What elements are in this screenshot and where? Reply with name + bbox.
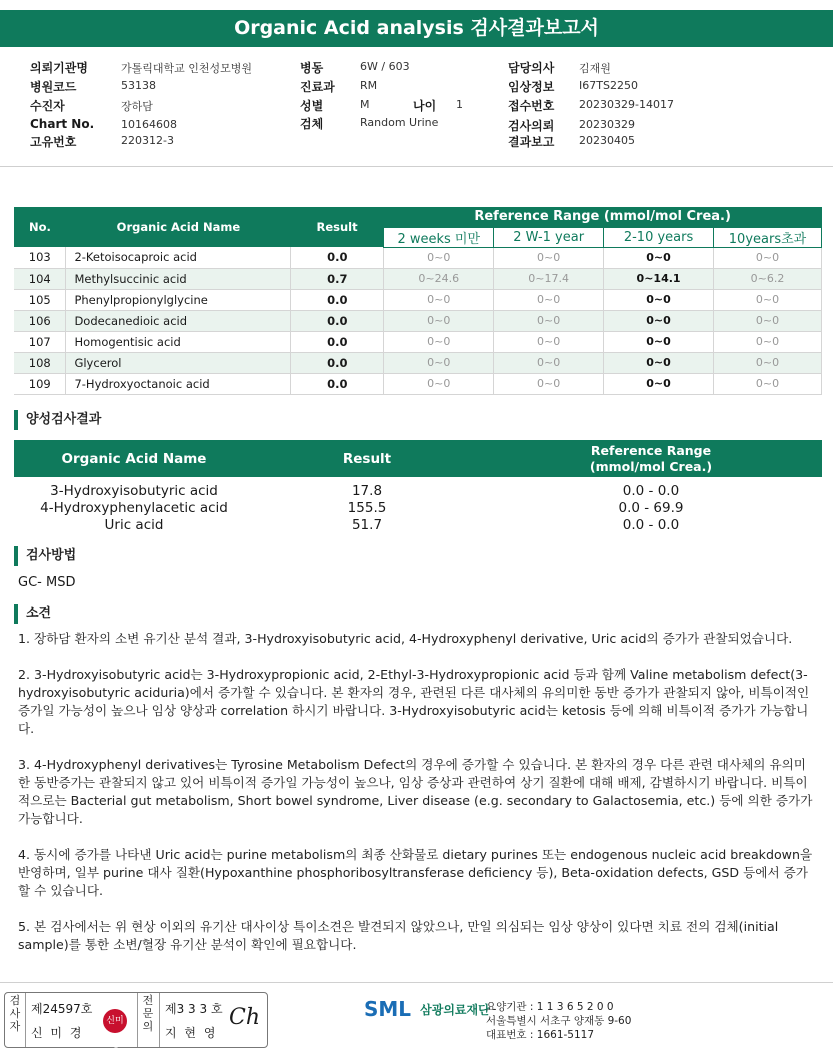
pos-name: Uric acid — [104, 517, 164, 533]
row-ref: 0~0 — [604, 373, 714, 394]
pos-result: 17.8 — [351, 483, 383, 499]
row-ref: 0~24.6 — [384, 268, 494, 289]
tester-license: 제24597호 — [31, 1002, 93, 1016]
chart-label: Chart No. — [30, 117, 95, 131]
row-ref: 0~0 — [384, 289, 494, 310]
col-ref-2-10y: 2-10 years — [604, 227, 714, 247]
pos-col-result: Result — [254, 440, 480, 477]
row-no: 109 — [14, 373, 66, 394]
col-no: No. — [14, 207, 66, 247]
clinical-value: I67TS2250 — [579, 79, 638, 92]
row-ref: 0~0 — [714, 310, 822, 331]
table-row — [14, 268, 822, 289]
pos-ref: 0.0 - 69.9 — [618, 500, 684, 516]
pos-col-reference — [480, 440, 822, 477]
unique-value: 220312-3 — [121, 134, 174, 147]
organic-acid-table — [14, 207, 822, 395]
tester-label: 검사자 — [9, 994, 21, 1033]
dept-label: 진료과 — [300, 80, 335, 94]
findings-section-title: 소견 — [14, 604, 51, 624]
row-ref: 0~0 — [604, 247, 714, 268]
table-row — [14, 352, 822, 373]
hospital-label: 의뢰기관명 — [30, 61, 88, 75]
ward-value: 6W / 603 — [360, 60, 410, 73]
specimen-label: 검체 — [300, 117, 324, 131]
col-ref-10y: 10years초과 — [714, 227, 822, 247]
table-row — [14, 289, 822, 310]
table-row — [14, 483, 822, 500]
pos-ref: 0.0 - 0.0 — [622, 483, 680, 499]
receipt-label: 접수번호 — [508, 99, 555, 113]
ward-label: 병동 — [300, 61, 324, 75]
row-ref: 0~0 — [604, 310, 714, 331]
row-result: 0.0 — [291, 310, 384, 331]
row-ref: 0~0 — [714, 289, 822, 310]
col-name: Organic Acid Name — [66, 207, 291, 247]
pos-name: 3-Hydroxyisobutyric acid — [50, 483, 218, 499]
finding-paragraph: 4. 동시에 증가를 나타낸 Uric acid는 purine metabolism의 최종 산화물로 dietary purines 또는 endogenous nucleic acid breakdown을 반영하며, 일부 purine 대사 질환(Hypoxanthine phosphoribosyltransferase deficiency 등), Beta-oxidation defects, GSD 등에서 증가할 수 있습니다. — [18, 847, 813, 898]
row-ref: 0~0 — [494, 352, 604, 373]
row-no: 107 — [14, 331, 66, 352]
row-ref: 0~0 — [604, 352, 714, 373]
code-value: 53138 — [121, 79, 156, 92]
patient-value: 장하담 — [121, 100, 153, 113]
row-no: 105 — [14, 289, 66, 310]
age-value: 1 — [456, 98, 463, 111]
row-ref: 0~0 — [494, 373, 604, 394]
row-ref: 0~0 — [384, 352, 494, 373]
row-ref: 0~0 — [494, 289, 604, 310]
table-row — [14, 373, 822, 394]
hospital-value: 가톨릭대학교 인천성모병원 — [121, 62, 253, 75]
finding-paragraph: 2. 3-Hydroxyisobutyric acid는 3-Hydroxypropionic acid, 2-Ethyl-3-Hydroxypropionic acid 등과 함께 Valine metabolism defect(3-hydroxyisobutyric aciduria)에서 증가할 수 있습니다. 본 환자의 경우, 관련된 다른 대사체의 유의미한 동반 증가가 관찰되지 않아, 비특이적인 증가일 가능성이 높으나 임상 양상과 correlation 하시기 바랍니다. 3-Hydroxyisobutyric acid는 ketosis 등에 의해 비특이적 증가가 가능합니다. — [18, 667, 810, 736]
sex-label: 성별 — [300, 99, 324, 113]
unique-label: 고유번호 — [30, 135, 77, 149]
row-ref: 0~17.4 — [494, 268, 604, 289]
sex-value: M — [360, 98, 370, 111]
pos-result: 51.7 — [351, 517, 383, 533]
pos-ref-line2: (mmol/mol Crea.) — [589, 458, 713, 474]
col-ref-2weeks: 2 weeks 미만 — [384, 227, 494, 247]
method-section-title: 검사방법 — [14, 546, 76, 566]
col-ref-2w-1y: 2 W-1 year — [494, 227, 604, 247]
age-label: 나이 — [413, 99, 437, 113]
row-ref: 0~0 — [714, 331, 822, 352]
result-date-value: 20230405 — [579, 134, 635, 147]
row-result: 0.0 — [291, 289, 384, 310]
row-name: Dodecanedioic acid — [66, 310, 291, 331]
reviewer-name: 지 현 영 — [165, 1026, 218, 1040]
row-ref: 0~0 — [384, 247, 494, 268]
row-ref: 0~0 — [714, 247, 822, 268]
row-ref: 0~0 — [604, 331, 714, 352]
patient-info — [0, 55, 833, 167]
receipt-value: 20230329-14017 — [579, 98, 674, 111]
row-name: Glycerol — [66, 352, 291, 373]
report-footer — [0, 982, 833, 1055]
specimen-value: Random Urine — [360, 116, 439, 129]
patient-label: 수진자 — [30, 99, 65, 113]
reviewer-license: 제3 3 3 호 — [165, 1002, 223, 1016]
row-name: Homogentisic acid — [66, 331, 291, 352]
finding-paragraph: 3. 4-Hydroxyphenyl derivatives는 Tyrosine Metabolism Defect의 경우에 증가할 수 있습니다. 본 환자의 경우 다른 관련 대사체의 유의미한 동반증가는 관찰되지 않고 있어 비특이적 증가일 가능성이 높으나, 임상 증상과 관련하여 상기 질환에 대해 배제, 감별하시기 바랍니다. 비특이적으로는 Bacterial gut metabolism, Short bowel syndrome, Liver disease (e.g. secondary to Galactosemia, etc.) 등에 의한 증가가 가능합니다. — [18, 757, 813, 826]
row-ref: 0~0 — [494, 331, 604, 352]
institution-number: 요양기관 : 1 1 3 6 5 2 0 0 — [486, 1001, 614, 1013]
row-name: Methylsuccinic acid — [66, 268, 291, 289]
result-date-label: 결과보고 — [508, 135, 555, 149]
code-label: 병원코드 — [30, 80, 77, 94]
row-name: 7-Hydroxyoctanoic acid — [66, 373, 291, 394]
finding-paragraph: 5. 본 검사에서는 위 현상 이외의 유기산 대사이상 특이소견은 발견되지 않았으나, 만일 의심되는 임상 양상이 있다면 치료 전의 검체(initial sample)를 통한 소변/혈장 유기산 분석이 확인에 필요합니다. — [18, 919, 779, 952]
row-ref: 0~0 — [384, 373, 494, 394]
row-ref: 0~0 — [604, 289, 714, 310]
doctor-value: 김재원 — [579, 62, 611, 75]
tester-stamp: 신미경 — [103, 1009, 127, 1033]
row-ref: 0~0 — [714, 352, 822, 373]
row-name: Phenylpropionylglycine — [66, 289, 291, 310]
row-name: 2-Ketoisocaproic acid — [66, 247, 291, 268]
pos-col-name: Organic Acid Name — [14, 440, 254, 477]
doctor-label: 담당의사 — [508, 61, 555, 75]
request-value: 20230329 — [579, 118, 635, 131]
logo-name: 삼광의료재단 — [420, 1002, 490, 1017]
row-ref: 0~0 — [494, 247, 604, 268]
dept-value: RM — [360, 79, 378, 92]
institution-address: 서울특별시 서초구 양재동 9-60 — [486, 1015, 632, 1027]
row-result: 0.0 — [291, 331, 384, 352]
report-title: Organic Acid analysis 검사결과보고서 — [0, 10, 833, 47]
tester-name: 신 미 경 — [31, 1026, 84, 1040]
row-no: 103 — [14, 247, 66, 268]
finding-paragraph: 1. 장하담 환자의 소변 유기산 분석 결과, 3-Hydroxyisobutyric acid, 4-Hydroxyphenyl derivative, Uric acid의 증가가 관찰되었습니다. — [18, 631, 793, 646]
pos-result: 155.5 — [347, 500, 387, 516]
table-row — [14, 331, 822, 352]
positive-results-table — [14, 440, 822, 534]
sml-logo — [364, 997, 490, 1021]
row-ref: 0~14.1 — [604, 268, 714, 289]
reviewer-label: 전문의 — [142, 994, 154, 1033]
row-result: 0.7 — [291, 268, 384, 289]
row-result: 0.0 — [291, 373, 384, 394]
positive-section-title: 양성검사결과 — [14, 410, 101, 430]
table-row — [14, 310, 822, 331]
pos-name: 4-Hydroxyphenylacetic acid — [40, 500, 228, 516]
table-row — [14, 517, 822, 534]
row-ref: 0~0 — [384, 331, 494, 352]
row-ref: 0~0 — [494, 310, 604, 331]
signature-box — [4, 992, 268, 1048]
reviewer-signature: Ch — [229, 1005, 261, 1030]
row-result: 0.0 — [291, 247, 384, 268]
clinical-label: 임상정보 — [508, 80, 555, 94]
row-ref: 0~0 — [384, 310, 494, 331]
table-row — [14, 247, 822, 268]
row-no: 106 — [14, 310, 66, 331]
row-ref: 0~0 — [714, 373, 822, 394]
row-ref: 0~6.2 — [714, 268, 822, 289]
col-result: Result — [291, 207, 384, 247]
pos-ref: 0.0 - 0.0 — [622, 517, 680, 533]
row-no: 104 — [14, 268, 66, 289]
method-text: GC- MSD — [18, 575, 76, 590]
col-reference: Reference Range (mmol/mol Crea.) — [384, 207, 822, 227]
institution-phone: 대표번호 : 1661-5117 — [486, 1029, 595, 1041]
logo-mark: SML — [364, 997, 412, 1021]
institution-info — [486, 1000, 631, 1042]
table-row — [14, 500, 822, 517]
row-result: 0.0 — [291, 352, 384, 373]
request-label: 검사의뢰 — [508, 119, 555, 133]
pos-ref-line1: Reference Range — [590, 442, 712, 458]
row-no: 108 — [14, 352, 66, 373]
findings-body — [18, 630, 813, 972]
chart-value: 10164608 — [121, 118, 177, 131]
